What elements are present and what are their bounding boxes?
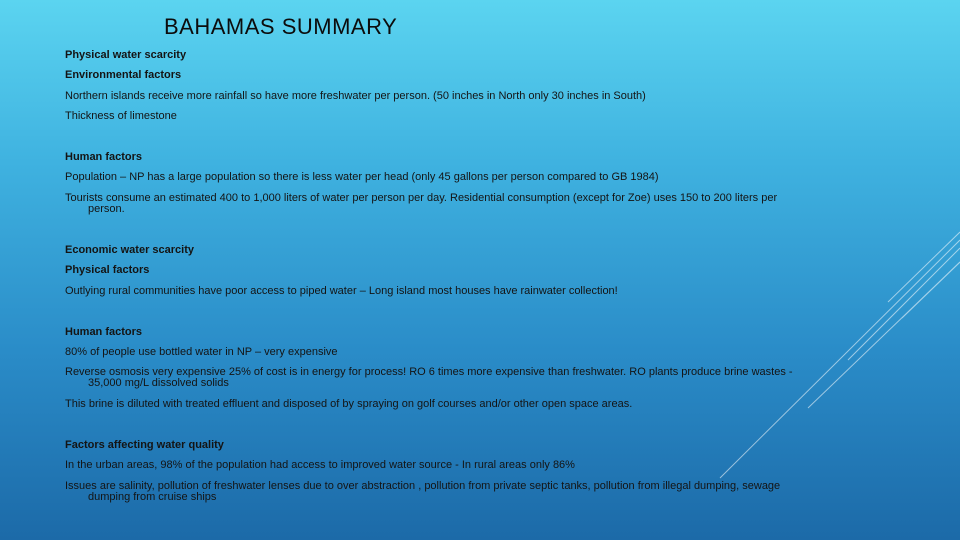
text-reverse-osmosis-line2: 35,000 mg/L dissolved solids [88, 377, 229, 389]
text-northern-rainfall: Northern islands receive more rainfall so have more freshwater per person. (50 inches in North only 30 inches in South) [65, 90, 646, 102]
heading-water-quality: Factors affecting water quality [65, 439, 224, 451]
heading-physical-water-scarcity: Physical water scarcity [65, 49, 187, 61]
text-reverse-osmosis [65, 367, 865, 389]
text-population: Population – NP has a large population so there is less water per head (only 45 gallons per person compared to GB 1984) [65, 171, 659, 183]
text-rural-communities: Outlying rural communities have poor access to piped water – Long island most houses have rainwater collection! [65, 285, 618, 297]
text-reverse-osmosis-line1: Reverse osmosis very expensive 25% of cost is in energy for process! RO 6 times more expensive than freshwater. RO plants produce brine wastes - [65, 366, 793, 378]
text-issues-line1: Issues are salinity, pollution of freshwater lenses due to over abstraction , pollution from private septic tanks, pollution from illegal dumping, sewage [65, 480, 781, 492]
slide-title: BAHAMAS SUMMARY [164, 14, 398, 39]
heading-environmental-factors: Environmental factors [65, 69, 182, 81]
heading-human-factors: Human factors [65, 151, 143, 163]
heading-human-factors-2: Human factors [65, 326, 143, 338]
text-issues [65, 481, 865, 503]
text-urban-access: In the urban areas, 98% of the population had access to improved water source - In rural areas only 86% [65, 459, 575, 471]
text-bottled-water: 80% of people use bottled water in NP – very expensive [65, 346, 338, 358]
text-tourists [65, 193, 865, 215]
heading-physical-factors: Physical factors [65, 264, 150, 276]
text-tourists-line1: Tourists consume an estimated 400 to 1,000 liters of water per person per day. Residential consumption (except for Zoe) uses 150 to 200 liters per [65, 192, 778, 204]
text-issues-line2: dumping from cruise ships [88, 491, 217, 503]
heading-economic-water-scarcity: Economic water scarcity [65, 244, 195, 256]
text-limestone: Thickness of limestone [65, 110, 177, 122]
text-tourists-line2: person. [88, 203, 125, 215]
text-brine-diluted: This brine is diluted with treated effluent and disposed of by spraying on golf courses and/or other open space areas. [65, 398, 633, 410]
